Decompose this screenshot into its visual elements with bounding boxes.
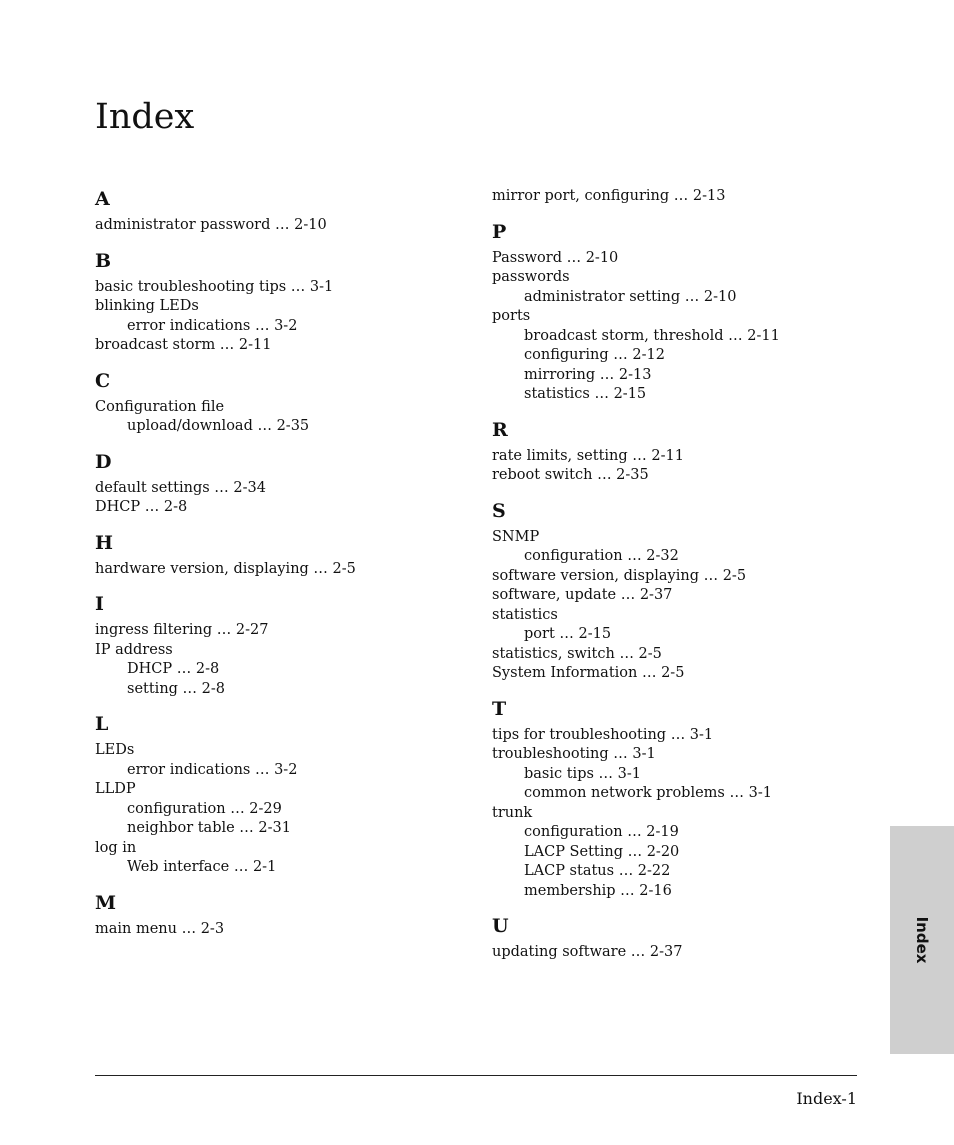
index-entry: log in <box>95 839 137 856</box>
section-letter: C <box>95 369 111 392</box>
index-entry: passwords <box>492 269 570 285</box>
index-section <box>95 369 475 437</box>
page-title: Index <box>95 97 195 137</box>
section-letter: A <box>95 188 110 210</box>
index-subentry: configuration … 2-32 <box>524 548 679 564</box>
section-letter: T <box>492 697 507 720</box>
index-subentry: configuration … 2-29 <box>127 800 282 817</box>
index-subentry: neighbor table … 2-31 <box>127 820 291 836</box>
index-entry: blinking LEDs <box>95 298 199 314</box>
index-entry: SNMP <box>492 528 540 545</box>
index-subentry: upload/download … 2-35 <box>127 418 310 434</box>
index-entry: LEDs <box>95 742 135 758</box>
index-entry: basic troubleshooting tips … 3-1 <box>95 278 334 295</box>
index-section <box>95 712 475 878</box>
index-entry: System Information … 2-5 <box>492 665 685 681</box>
index-subentry: setting … 2-8 <box>127 680 226 697</box>
index-entry: ingress filtering … 2-27 <box>95 622 269 638</box>
section-letter: D <box>95 450 112 473</box>
index-entry: DHCP … 2-8 <box>95 499 188 515</box>
index-section <box>492 914 872 963</box>
index-subentry: error indications … 3-2 <box>127 317 298 334</box>
index-subentry: Web interface … 2-1 <box>127 859 277 875</box>
index-subentry: mirroring … 2-13 <box>524 366 652 383</box>
index-subentry: LACP Setting … 2-20 <box>524 843 680 860</box>
index-subentry: common network problems … 3-1 <box>524 785 772 801</box>
index-entry: Password … 2-10 <box>492 249 619 266</box>
index-entry: broadcast storm … 2-11 <box>95 337 272 353</box>
section-letter: M <box>95 891 117 914</box>
section-letter: B <box>95 249 112 272</box>
index-entry: software version, displaying … 2-5 <box>492 567 747 584</box>
index-entry: Configuration file <box>95 398 225 415</box>
section-letter: S <box>492 499 506 522</box>
section-letter: P <box>492 220 507 243</box>
index-column-left <box>95 187 475 952</box>
index-section <box>492 499 872 684</box>
section-letter: H <box>95 531 113 554</box>
index-entry: statistics <box>492 606 558 623</box>
index-subentry: LACP status … 2-22 <box>524 863 671 879</box>
footer-rule <box>95 1075 857 1076</box>
index-entry: main menu … 2-3 <box>95 920 225 937</box>
index-section <box>95 531 475 580</box>
index-entry: mirror port, configuring … 2-13 <box>492 188 726 204</box>
index-subentry: membership … 2-16 <box>524 882 672 899</box>
index-subentry: broadcast storm, threshold … 2-11 <box>524 327 780 344</box>
index-section <box>492 220 872 405</box>
index-entry: ports <box>492 308 531 324</box>
index-section <box>492 697 872 902</box>
index-column-right <box>492 187 872 976</box>
index-entry: hardware version, displaying … 2-5 <box>95 560 356 577</box>
index-entry: administrator password … 2-10 <box>95 217 327 233</box>
index-side-tab[interactable] <box>890 826 954 1054</box>
index-subentry: basic tips … 3-1 <box>524 765 641 782</box>
section-letter: U <box>492 915 509 937</box>
index-entry: statistics, switch … 2-5 <box>492 645 662 662</box>
index-section <box>95 187 475 236</box>
index-subentry: error indications … 3-2 <box>127 761 298 778</box>
index-section <box>492 418 872 486</box>
index-entry: tips for troubleshooting … 3-1 <box>492 726 714 743</box>
index-entry: LLDP <box>95 781 136 797</box>
index-section <box>95 891 475 940</box>
index-subentry: DHCP … 2-8 <box>127 661 220 677</box>
section-letter: R <box>492 418 508 441</box>
index-subentry: configuring … 2-12 <box>524 347 665 363</box>
page-number: Index-1 <box>796 1089 857 1108</box>
index-entry: reboot switch … 2-35 <box>492 467 649 483</box>
section-letter: I <box>95 593 104 615</box>
side-tab-label: Index <box>913 916 931 964</box>
index-entry: IP address <box>95 641 173 658</box>
index-subentry: configuration … 2-19 <box>524 824 679 840</box>
index-section <box>95 249 475 356</box>
index-entry: rate limits, setting … 2-11 <box>492 447 684 464</box>
index-section <box>492 187 872 207</box>
index-entry: troubleshooting … 3-1 <box>492 746 656 762</box>
index-section <box>95 592 475 699</box>
index-entry: updating software … 2-37 <box>492 944 683 960</box>
index-entry: default settings … 2-34 <box>95 479 266 496</box>
section-letter: L <box>95 713 109 735</box>
index-entry: software, update … 2-37 <box>492 587 673 603</box>
index-subentry: port … 2-15 <box>524 626 612 642</box>
index-section <box>95 450 475 518</box>
index-entry: trunk <box>492 804 533 821</box>
index-subentry: statistics … 2-15 <box>524 386 647 402</box>
index-subentry: administrator setting … 2-10 <box>524 288 737 305</box>
